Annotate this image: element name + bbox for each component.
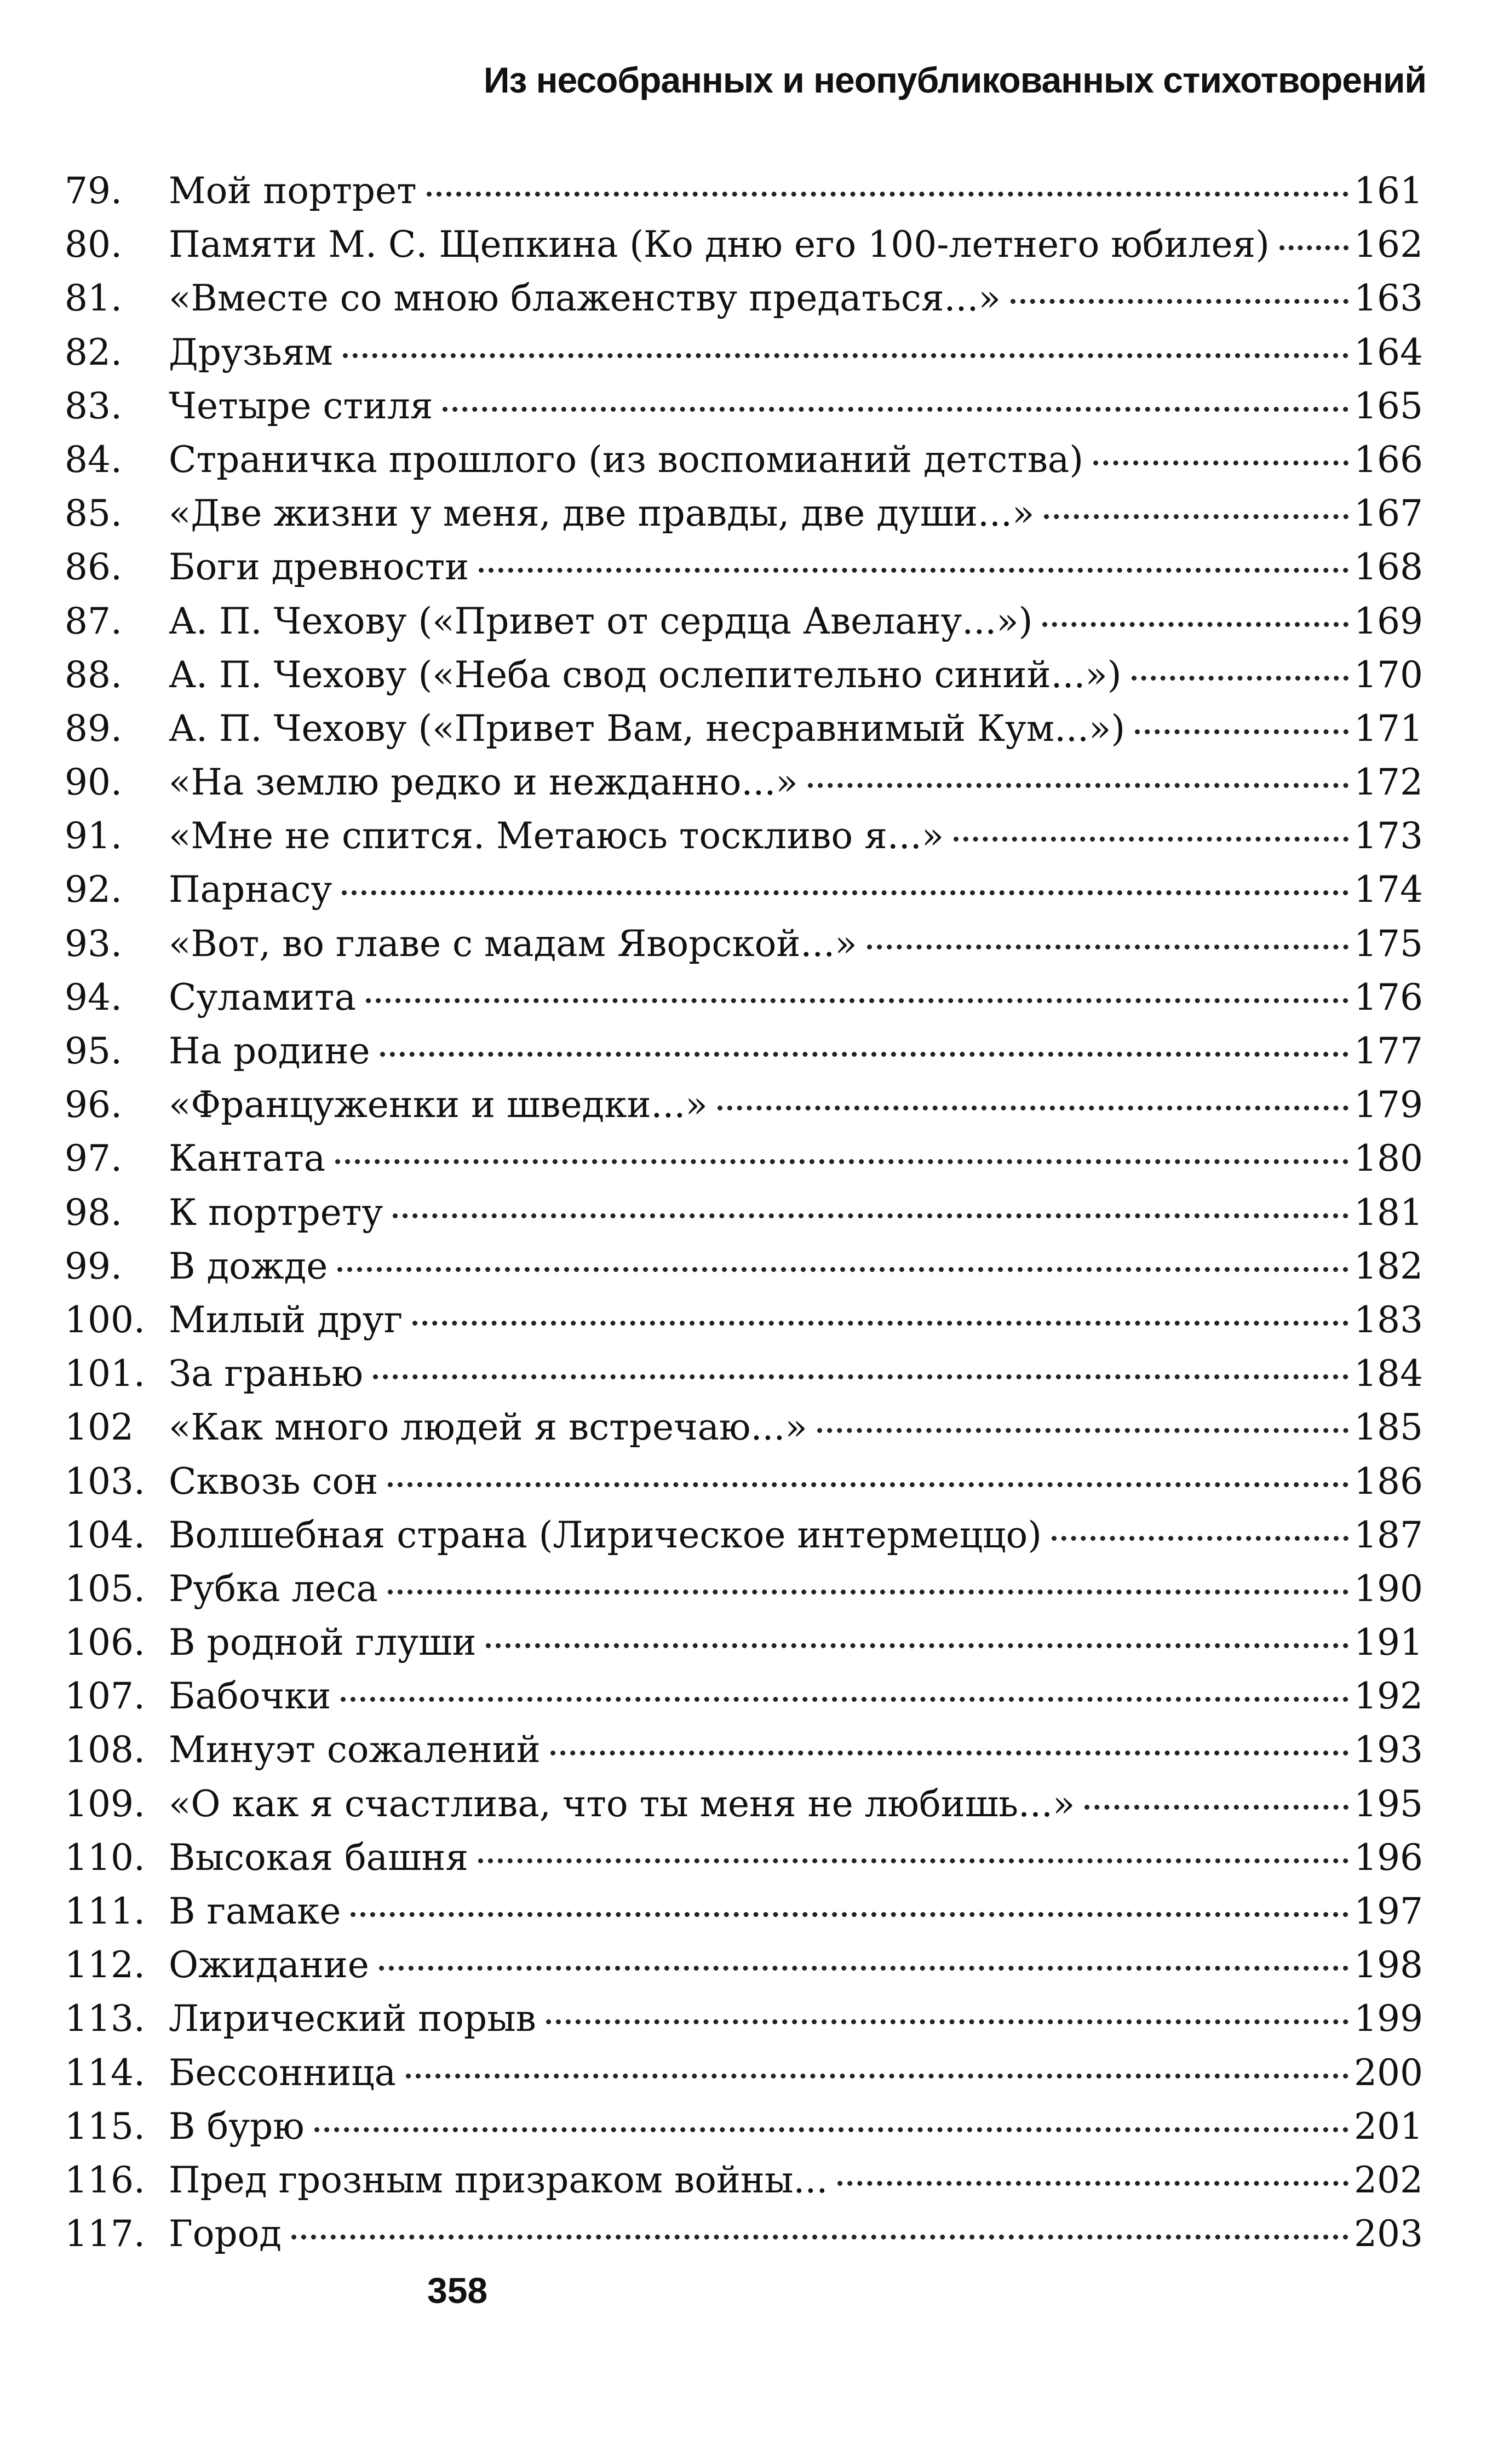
toc-entry [65,1831,1423,1885]
entry-title: А. П. Чехову («Неба свод ослепительно синий...») [169,653,1122,696]
toc-entry [65,1562,1423,1616]
entry-number: 105. [65,1567,145,1610]
dot-leader [412,1321,1348,1326]
entry-page-number: 200 [1354,2051,1423,2094]
entry-number: 94. [65,976,122,1018]
entry-title: В гамаке [169,1890,341,1932]
dot-leader [1084,1805,1348,1810]
entry-title: Боги древности [169,546,469,589]
entry-title: Памяти М. С. Щепкина (Ко дню его 100-летнего юбилея) [169,223,1270,266]
entry-page-number: 185 [1354,1406,1423,1449]
dot-leader [478,1858,1348,1863]
dot-leader [1279,245,1348,250]
toc-entry [65,1992,1423,2046]
dot-leader [342,890,1348,895]
entry-title: Бессонница [169,2051,396,2094]
toc-entry [65,1078,1423,1132]
toc-entry [65,1132,1423,1185]
entry-title: К портрету [169,1191,383,1234]
toc-entry [65,1777,1423,1831]
entry-title: Город [169,2213,282,2255]
dot-leader [1044,514,1348,519]
dot-leader [380,1052,1348,1057]
entry-title: «Мне не спится. Метаюсь тоскливо я...» [169,815,944,857]
entry-title: Минуэт сожалений [169,1729,541,1771]
dot-leader [954,837,1348,842]
entry-page-number: 171 [1354,707,1423,750]
toc-entry [65,2154,1423,2207]
dot-leader [443,407,1348,412]
entry-title: А. П. Чехову («Привет от сердца Авелану...») [169,600,1033,642]
entry-number: 117. [65,2213,145,2255]
entry-page-number: 173 [1354,815,1423,857]
toc-entry [65,917,1423,971]
entry-number: 104. [65,1513,145,1556]
dot-leader [291,2235,1348,2240]
dot-leader [393,1213,1348,1218]
entry-page-number: 198 [1354,1944,1423,1987]
entry-page-number: 183 [1354,1298,1423,1341]
toc-entry [65,1616,1423,1669]
entry-title: На родине [169,1030,370,1072]
entry-number: 92. [65,868,122,911]
entry-page-number: 203 [1354,2213,1423,2255]
entry-title: Суламита [169,976,356,1018]
dot-leader [379,1966,1348,1971]
entry-title: «Вместе со мною блаженству предаться...» [169,277,1001,320]
entry-page-number: 177 [1354,1030,1423,1072]
toc-entry [65,2100,1423,2154]
toc-entry [65,1723,1423,1777]
toc-entry [65,1509,1423,1562]
entry-number: 108. [65,1729,145,1771]
entry-title: Друзьям [169,331,333,373]
toc-entry [65,1347,1423,1401]
entry-number: 109. [65,1782,145,1825]
entry-number: 106. [65,1621,145,1664]
entry-title: «На землю редко и нежданно...» [169,761,798,804]
dot-leader [406,2074,1348,2079]
entry-page-number: 201 [1354,2105,1423,2148]
entry-page-number: 168 [1354,546,1423,589]
entry-number: 103. [65,1460,145,1502]
toc-entry [65,863,1423,917]
toc-entry [65,164,1423,218]
toc-entry [65,379,1423,433]
dot-leader [817,1428,1348,1433]
entry-number: 93. [65,922,122,965]
entry-page-number: 172 [1354,761,1423,804]
entry-page-number: 187 [1354,1513,1423,1556]
entry-number: 116. [65,2158,145,2201]
entry-title: Волшебная страна (Лирическое интермеццо) [169,1513,1042,1556]
toc-entry [65,2207,1423,2261]
dot-leader [1135,729,1348,734]
entry-number: 83. [65,384,122,427]
entry-number: 90. [65,761,122,804]
entry-page-number: 193 [1354,1729,1423,1771]
entry-number: 89. [65,707,122,750]
entry-title: В бурю [169,2105,305,2148]
entry-title: А. П. Чехову («Привет Вам, несравнимый Кум...») [169,707,1126,750]
dot-leader [337,1267,1348,1272]
entry-title: Ожидание [169,1944,369,1987]
entry-page-number: 182 [1354,1245,1423,1287]
dot-leader [718,1106,1348,1110]
entry-page-number: 169 [1354,600,1423,642]
running-header: Из несобранных и неопубликованных стихотворений [484,60,1426,100]
toc-entry [65,433,1423,487]
toc-entry [65,809,1423,863]
dot-leader [343,353,1348,358]
entry-title: Рубка леса [169,1567,378,1610]
entry-number: 99. [65,1245,122,1287]
entry-page-number: 161 [1354,170,1423,212]
entry-number: 87. [65,600,122,642]
entry-page-number: 176 [1354,976,1423,1018]
dot-leader [314,2127,1348,2132]
dot-leader [808,783,1348,788]
entry-title: За гранью [169,1352,364,1395]
entry-number: 80. [65,223,122,266]
dot-leader [335,1159,1348,1164]
toc-entry [65,971,1423,1024]
entry-number: 95. [65,1030,122,1072]
dot-leader [1093,460,1348,465]
entry-page-number: 162 [1354,223,1423,266]
entry-title: Мой портрет [169,170,417,212]
entry-page-number: 191 [1354,1621,1423,1664]
entry-title: «Вот, во главе с мадам Яворской...» [169,922,857,965]
entry-number: 111. [65,1890,145,1932]
dot-leader [1011,299,1348,304]
entry-title: Четыре стиля [169,384,433,427]
entry-page-number: 199 [1354,1997,1423,2040]
toc-entry [65,1024,1423,1078]
toc-entry [65,1455,1423,1509]
entry-number: 85. [65,492,122,535]
dot-leader [351,1912,1348,1917]
entry-page-number: 184 [1354,1352,1423,1395]
toc-entry [65,1885,1423,1938]
toc-entry [65,272,1423,325]
entry-page-number: 163 [1354,277,1423,320]
toc-entry [65,540,1423,594]
toc-entry [65,1938,1423,1992]
entry-title: Пред грозным призраком войны... [169,2158,828,2201]
entry-page-number: 175 [1354,922,1423,965]
toc-entry [65,702,1423,756]
entry-page-number: 165 [1354,384,1423,427]
entry-number: 96. [65,1084,122,1126]
entry-title: Высокая башня [169,1836,469,1879]
toc-entry [65,1240,1423,1293]
entry-number: 100. [65,1298,145,1341]
entry-number: 97. [65,1137,122,1180]
entry-title: Парнасу [169,868,332,911]
entry-page-number: 197 [1354,1890,1423,1932]
toc-entry [65,326,1423,379]
entry-number: 88. [65,653,122,696]
entry-number: 107. [65,1675,145,1718]
entry-title: Кантата [169,1137,326,1180]
entry-number: 115. [65,2105,145,2148]
entry-number: 91. [65,815,122,857]
entry-title: Страничка прошлого (из воспомианий детства) [169,438,1083,481]
entry-number: 79. [65,170,122,212]
entry-number: 113. [65,1997,145,2040]
dot-leader [373,1374,1348,1379]
entry-number: 81. [65,277,122,320]
toc-entry [65,648,1423,702]
toc-entry [65,218,1423,272]
entry-title: Бабочки [169,1675,331,1718]
entry-title: В дожде [169,1245,328,1287]
dot-leader [479,568,1348,573]
entry-title: Сквозь сон [169,1460,378,1502]
toc-entry [65,2046,1423,2100]
entry-title: Лирический порыв [169,1997,536,2040]
entry-page-number: 174 [1354,868,1423,911]
entry-number: 114. [65,2051,145,2094]
toc-entry [65,487,1423,540]
toc-entry [65,1293,1423,1347]
entry-number: 86. [65,546,122,589]
dot-leader [550,1751,1348,1755]
entry-number: 102 [65,1406,134,1449]
entry-page-number: 196 [1354,1836,1423,1879]
toc-entry [65,1669,1423,1723]
toc-entry [65,756,1423,809]
entry-number: 110. [65,1836,145,1879]
entry-page-number: 179 [1354,1084,1423,1126]
toc-entry [65,1186,1423,1240]
entry-page-number: 192 [1354,1675,1423,1718]
dot-leader [486,1643,1348,1648]
entry-page-number: 202 [1354,2158,1423,2201]
dot-leader [388,1590,1348,1594]
entry-page-number: 164 [1354,331,1423,373]
entry-number: 101. [65,1352,145,1395]
entry-title: «Две жизни у меня, две правды, две души...» [169,492,1035,535]
entry-title: В родной глуши [169,1621,477,1664]
entry-page-number: 181 [1354,1191,1423,1234]
entry-title: «Француженки и шведки...» [169,1084,708,1126]
dot-leader [1132,676,1348,681]
entry-page-number: 190 [1354,1567,1423,1610]
dot-leader [427,192,1348,197]
entry-title: Милый друг [169,1298,403,1341]
entry-page-number: 166 [1354,438,1423,481]
entry-number: 112. [65,1944,145,1987]
entry-title: «О как я счастлива, что ты меня не любишь...» [169,1782,1075,1825]
page-number: 358 [427,2270,488,2311]
entry-page-number: 170 [1354,653,1423,696]
dot-leader [366,998,1348,1003]
entry-page-number: 186 [1354,1460,1423,1502]
entry-page-number: 195 [1354,1782,1423,1825]
dot-leader [1042,622,1348,627]
dot-leader [837,2181,1348,2186]
table-of-contents [65,164,1423,2261]
entry-page-number: 180 [1354,1137,1423,1180]
entry-number: 98. [65,1191,122,1234]
entry-number: 84. [65,438,122,481]
dot-leader [1052,1536,1348,1541]
dot-leader [546,2019,1348,2024]
entry-number: 82. [65,331,122,373]
toc-entry [65,1401,1423,1454]
entry-page-number: 167 [1354,492,1423,535]
toc-entry [65,595,1423,648]
entry-title: «Как много людей я встречаю...» [169,1406,807,1449]
dot-leader [388,1482,1348,1487]
dot-leader [341,1697,1348,1702]
dot-leader [867,945,1348,949]
